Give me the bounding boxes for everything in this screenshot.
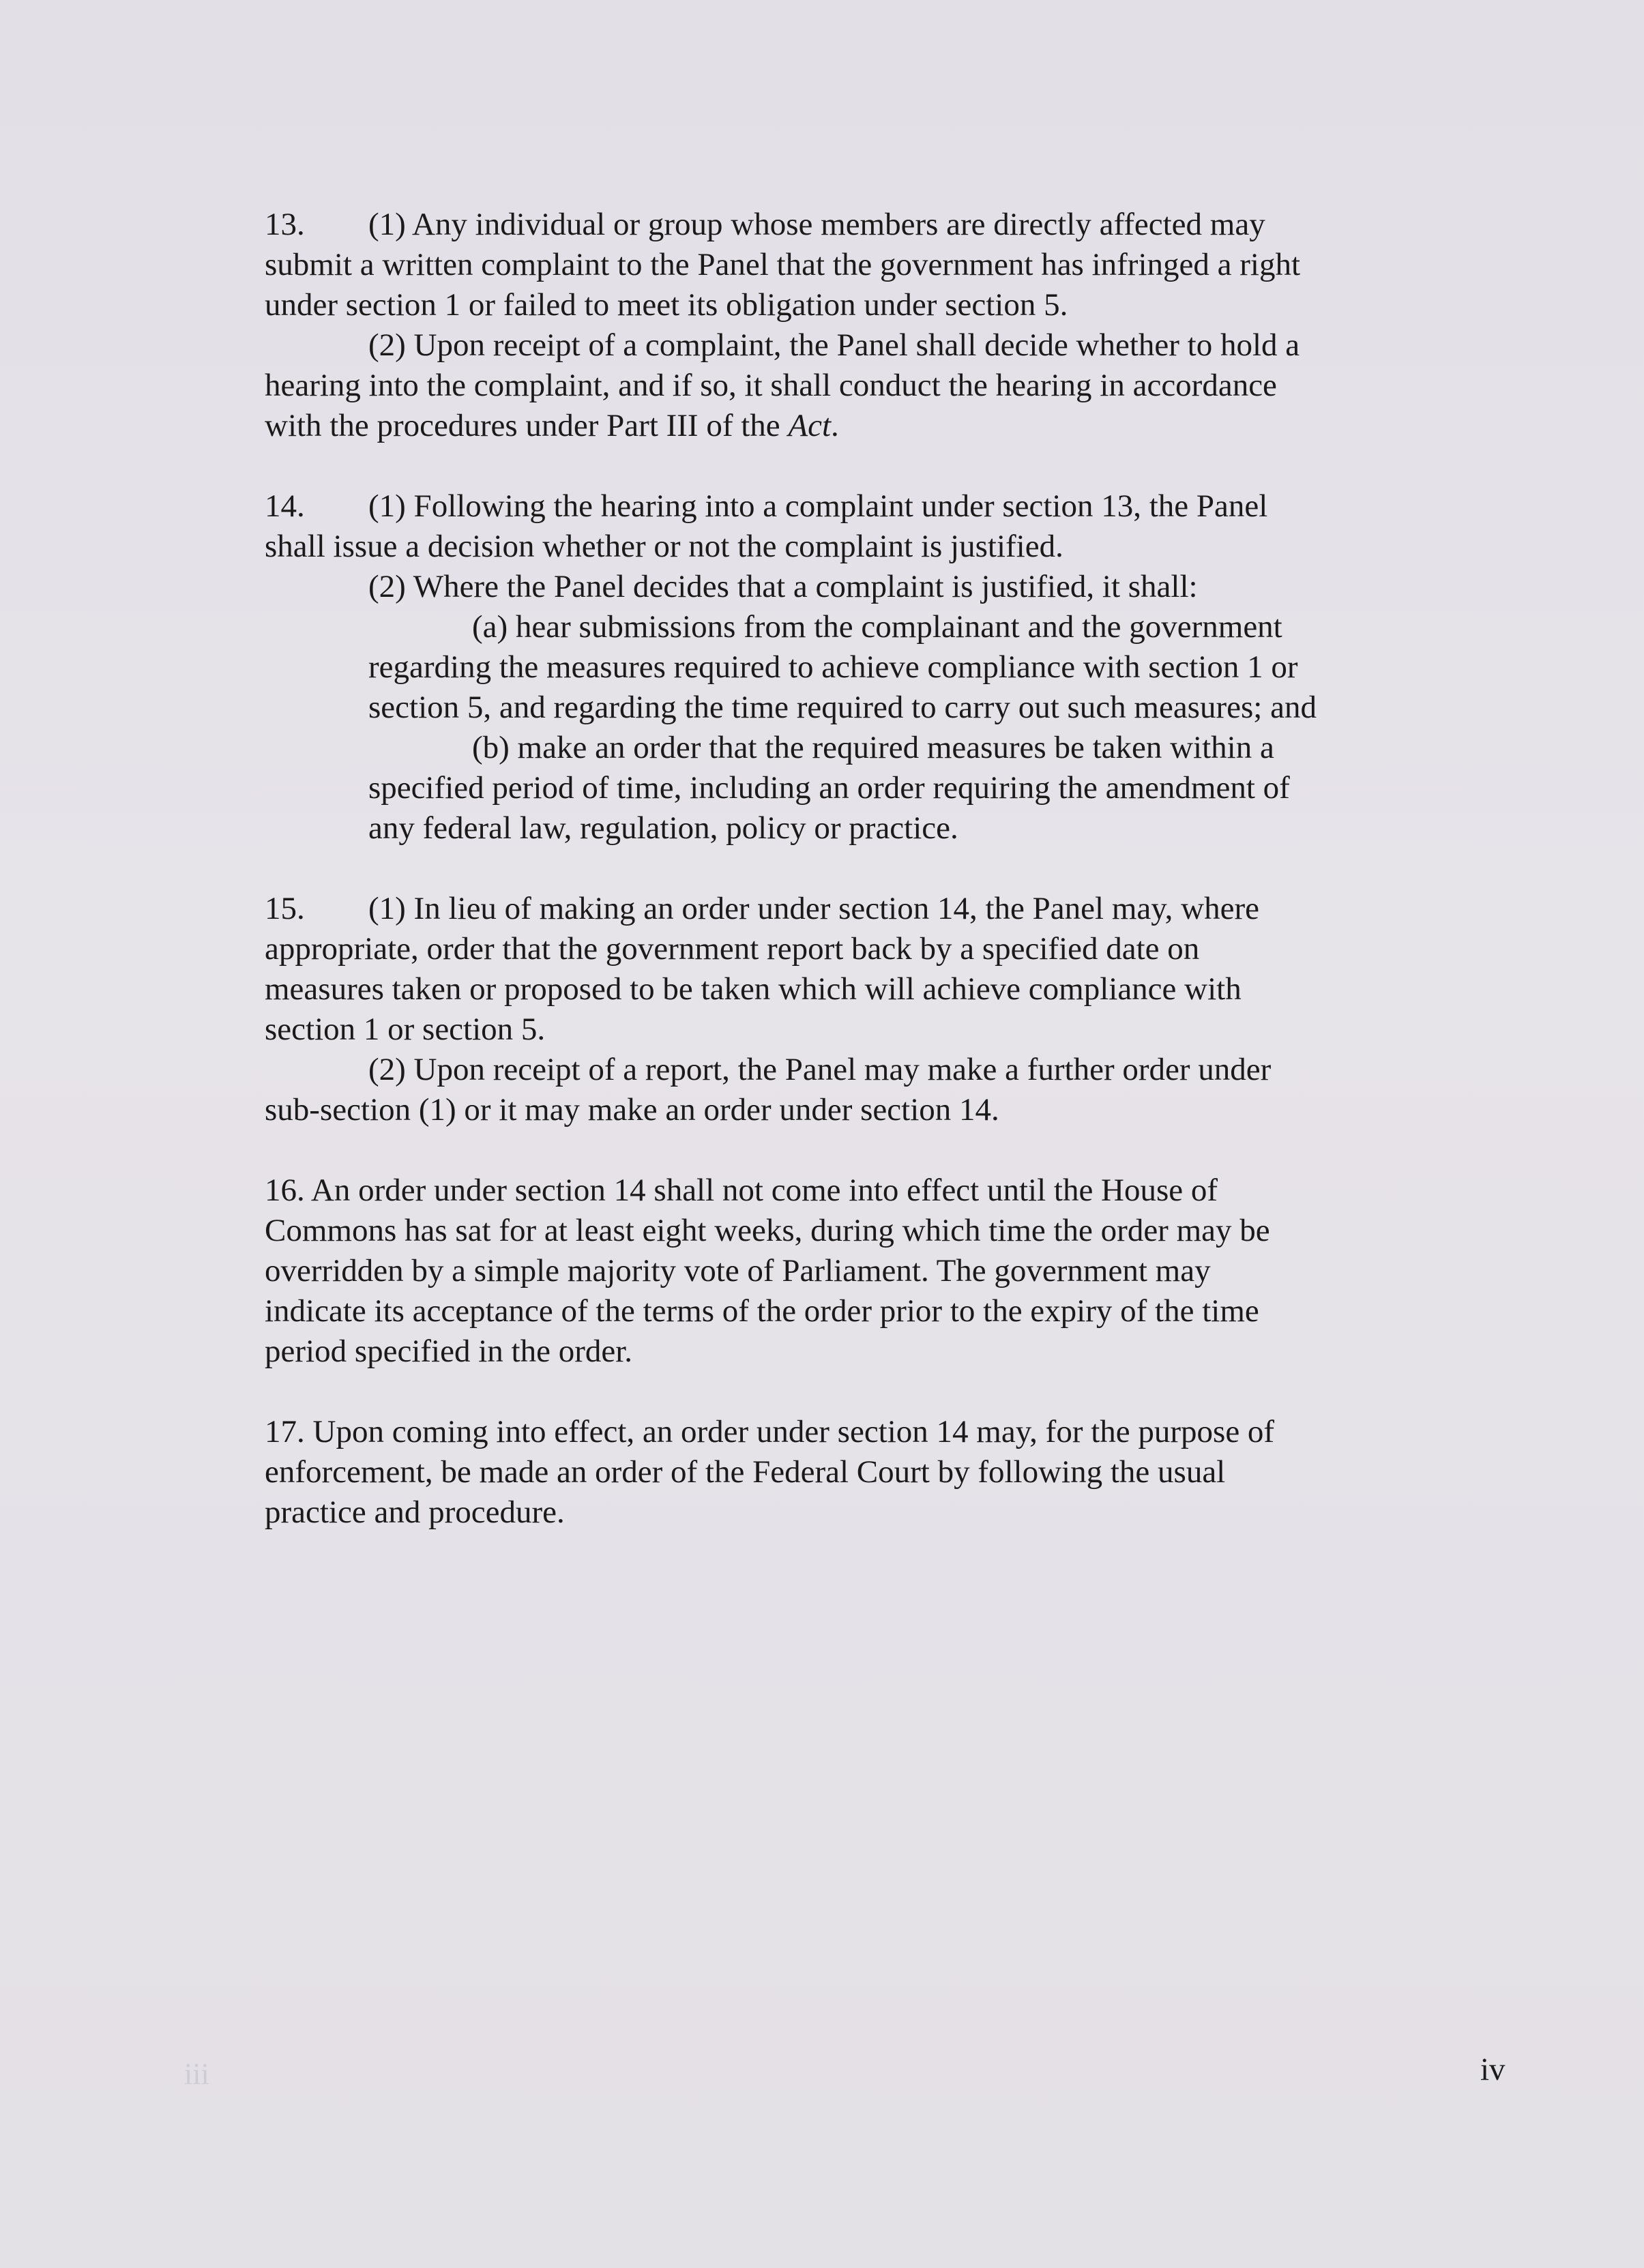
text-line: regarding the measures required to achieve compliance with section 1 or — [368, 649, 1298, 685]
text-line: enforcement, be made an order of the Federal Court by following the usual — [265, 1454, 1226, 1490]
text-line — [265, 406, 1397, 446]
text-line: sub-section (1) or it may make an order under section 14. — [265, 1092, 999, 1128]
section-13-line — [265, 205, 1397, 245]
section-13-subsection-1: (1) Any individual or group whose members are directly affected may — [368, 207, 1265, 242]
text-line: practice and procedure. — [265, 1494, 565, 1530]
section-15-subsection-1: (1) In lieu of making an order under section 14, the Panel may, where — [368, 891, 1259, 926]
text-line: indicate its acceptance of the terms of the order prior to the expiry of the time — [265, 1293, 1259, 1329]
text-line: overridden by a simple majority vote of Parliament. The government may — [265, 1253, 1211, 1288]
document-body — [265, 205, 1397, 1533]
section-15 — [265, 889, 1397, 1130]
text-fragment: with the procedures under Part III of the — [265, 408, 789, 443]
section-14-clause-a: (a) hear submissions from the complainant and the government — [472, 609, 1282, 645]
text-line: submit a written complaint to the Panel that the government has infringed a right — [265, 247, 1300, 282]
text-line: section 5, and regarding the time required to carry out such measures; and — [368, 690, 1317, 725]
section-14-clause-b: (b) make an order that the required measures be taken within a — [472, 730, 1274, 765]
section-17-first-line: 17. Upon coming into effect, an order under section 14 may, for the purpose of — [265, 1414, 1275, 1449]
page-number: iv — [1480, 2052, 1506, 2087]
text-line: any federal law, regulation, policy or practice. — [368, 810, 958, 846]
text-line: under section 1 or failed to meet its obligation under section 5. — [265, 287, 1068, 323]
text-line: shall issue a decision whether or not the complaint is justified. — [265, 529, 1063, 564]
act-reference: Act — [788, 408, 832, 443]
text-line: appropriate, order that the government report back by a specified date on — [265, 931, 1200, 967]
text-line: section 1 or section 5. — [265, 1012, 546, 1047]
text-line: period specified in the order. — [265, 1334, 633, 1369]
text-fragment: . — [831, 408, 839, 443]
section-15-number: 15. — [265, 891, 305, 926]
text-line: specified period of time, including an order requiring the amendment of — [368, 770, 1290, 806]
bleed-through-page-number: iii — [184, 2057, 209, 2091]
section-17 — [265, 1412, 1397, 1533]
section-14-subsection-2: (2) Where the Panel decides that a complaint is justified, it shall: — [368, 569, 1198, 604]
section-13-number: 13. — [265, 207, 305, 242]
section-14-line — [265, 486, 1397, 527]
section-15-subsection-2: (2) Upon receipt of a report, the Panel may make a further order under — [368, 1052, 1272, 1087]
section-13-subsection-2: (2) Upon receipt of a complaint, the Panel shall decide whether to hold a — [368, 327, 1300, 363]
section-14-number: 14. — [265, 488, 305, 524]
text-line: measures taken or proposed to be taken which will achieve compliance with — [265, 971, 1242, 1007]
section-14 — [265, 486, 1397, 849]
section-13 — [265, 205, 1397, 446]
text-line: Commons has sat for at least eight weeks, during which time the order may be — [265, 1213, 1270, 1248]
section-15-line — [265, 889, 1397, 929]
section-16 — [265, 1170, 1397, 1372]
text-line: hearing into the complaint, and if so, it shall conduct the hearing in accordance — [265, 368, 1277, 403]
section-16-first-line: 16. An order under section 14 shall not come into effect until the House of — [265, 1173, 1218, 1208]
section-14-subsection-1: (1) Following the hearing into a complaint under section 13, the Panel — [368, 488, 1268, 524]
